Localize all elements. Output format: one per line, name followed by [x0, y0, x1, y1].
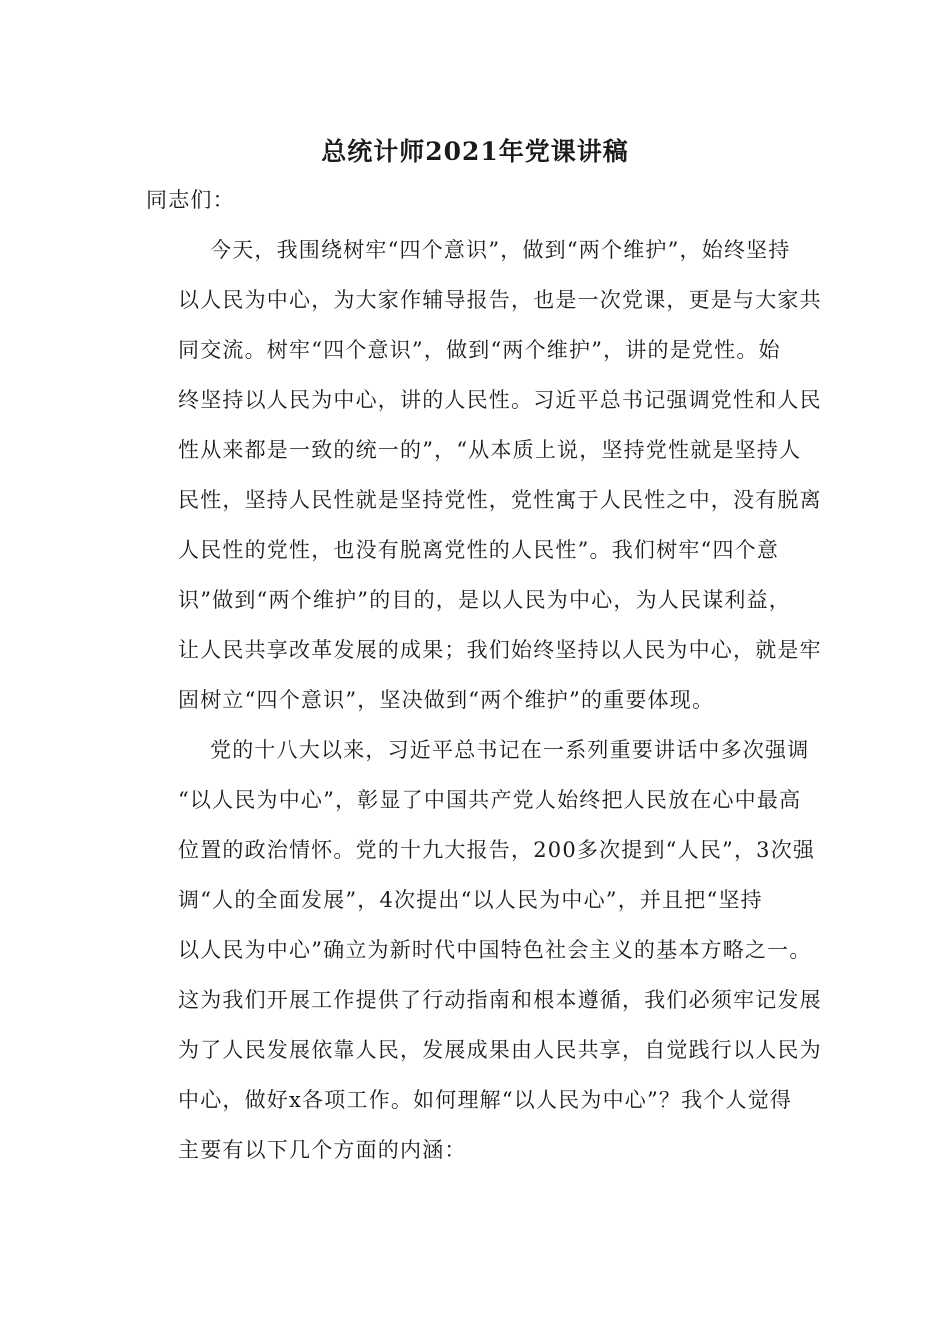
paragraph-1: [146, 231, 822, 731]
paragraph-line: 固树立“四个意识”，坚决做到“两个维护”的重要体现。: [178, 688, 715, 712]
paragraph-line: 调“人的全面发展”，4次提出“以人民为中心”，并且把“坚持: [178, 888, 763, 912]
paragraph-line: 位置的政治情怀。党的十九大报告，200多次提到“人民”，3次强: [178, 838, 816, 862]
paragraph-line: 党的十八大以来，习近平总书记在一系列重要讲话中多次强调: [210, 738, 810, 762]
paragraph-line: 民性，坚持人民性就是坚持党性，党性寓于人民性之中，没有脱离: [178, 488, 822, 512]
paragraph-line: 主要有以下几个方面的内涵：: [178, 1138, 467, 1162]
paragraph-line: 中心，做好x各项工作。如何理解“以人民为中心”？我个人觉得: [178, 1088, 793, 1112]
paragraph-line: 以人民为中心”确立为新时代中国特色社会主义的基本方略之一。: [178, 938, 812, 962]
paragraph-line: 为了人民发展依靠人民，发展成果由人民共享，自觉践行以人民为: [178, 1038, 822, 1062]
paragraph-line: 让人民共享改革发展的成果；我们始终坚持以人民为中心，就是牢: [178, 638, 822, 662]
paragraph-line: 这为我们开展工作提供了行动指南和根本遵循，我们必须牢记发展: [178, 988, 822, 1012]
paragraph-line: 同交流。树牢“四个意识”，做到“两个维护”，讲的是党性。始: [178, 338, 781, 362]
paragraph-line: 识”做到“两个维护”的目的，是以人民为中心，为人民谋利益，: [178, 588, 792, 612]
document-body: [146, 181, 822, 1181]
document-title: 总统计师2021年党课讲稿: [321, 137, 629, 166]
paragraph-2: [146, 731, 822, 1181]
salutation: 同志们：: [146, 188, 235, 212]
paragraph-line: 人民性的党性，也没有脱离党性的人民性”。我们树牢“四个意: [178, 538, 780, 562]
paragraph-line: 性从来都是一致的统一的”，“从本质上说，坚持党性就是坚持人: [178, 438, 802, 462]
paragraph-line: 终坚持以人民为中心，讲的人民性。习近平总书记强调党性和人民: [178, 388, 822, 412]
paragraph-line: “以人民为中心”，彰显了中国共产党人始终把人民放在心中最高: [178, 788, 802, 812]
paragraph-line: 以人民为中心，为大家作辅导报告，也是一次党课，更是与大家共: [178, 288, 822, 312]
paragraph-line: 今天，我围绕树牢“四个意识”，做到“两个维护”，始终坚持: [210, 238, 791, 262]
